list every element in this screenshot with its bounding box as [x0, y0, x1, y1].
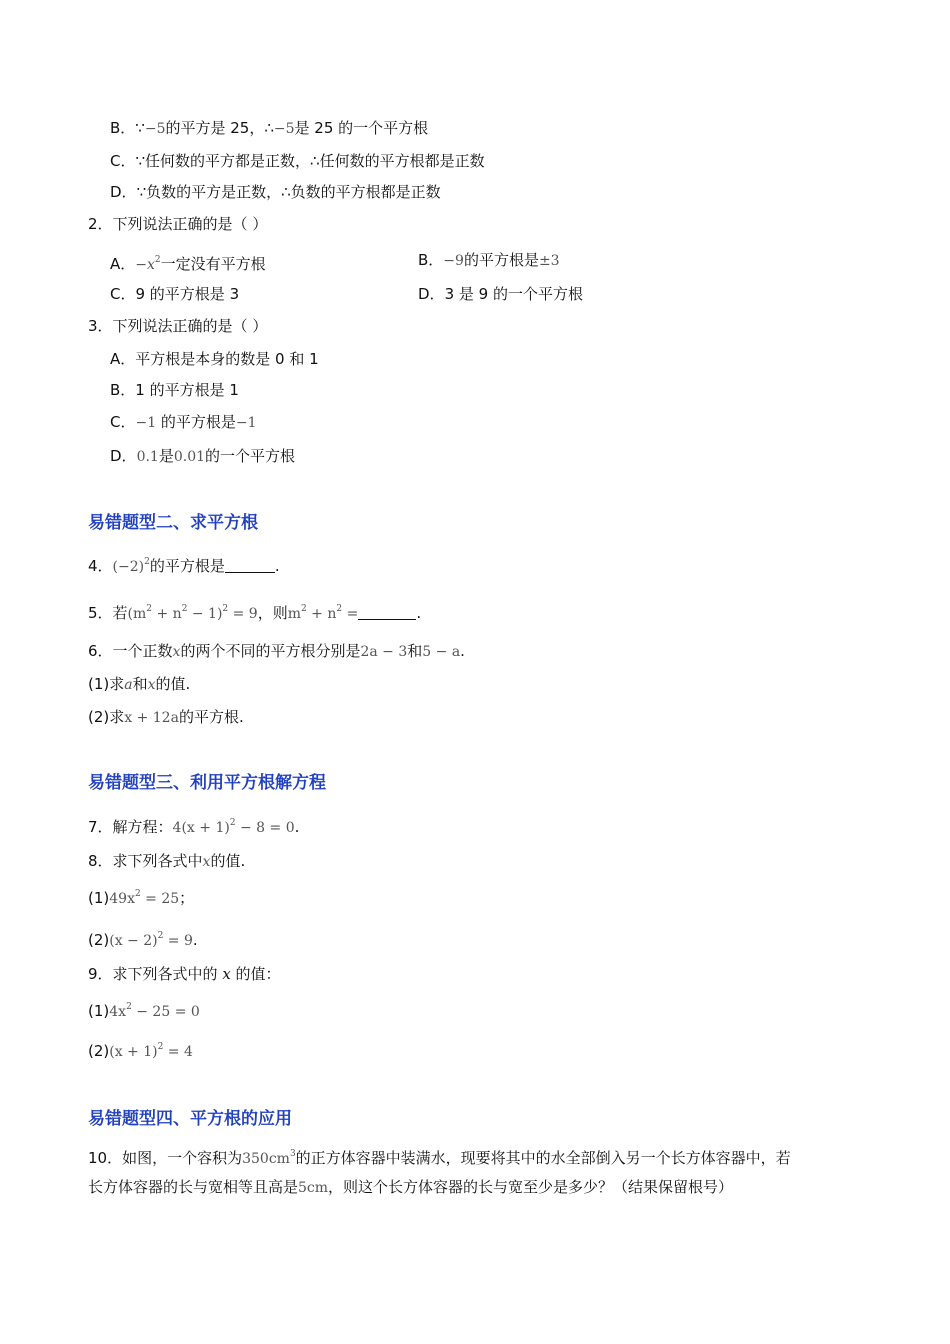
q2-option-a: A．$-x^2$一定没有平方根	[110, 255, 266, 273]
q2-option-c: C．9 的平方根是 3	[110, 285, 240, 303]
q7: 7．解方程：$4(x + 1)^2 - 8 = 0$.	[88, 818, 300, 836]
q3-option-d: D．0.1是0.01的一个平方根	[110, 447, 296, 465]
q5: 5．若$(m^2 + n^2 - 1)^2 = 9$，则$m^2 + n^2$ = .	[88, 604, 422, 622]
q3-option-a: A．平方根是本身的数是 0 和 1	[110, 350, 319, 368]
answer-blank[interactable]	[358, 605, 416, 620]
section-heading-3: 易错题型三、利用平方根解方程	[88, 773, 326, 793]
q4: 4．$(-2)^2$的平方根是 .	[88, 557, 280, 575]
q1-option-d: D．∵负数的平方是正数，∴负数的平方根都是正数	[110, 183, 441, 201]
q3-option-c: C．−1 的平方根是−1	[110, 413, 257, 431]
q2-option-d: D．3 是 9 的一个平方根	[418, 285, 583, 303]
section-heading-2: 易错题型二、求平方根	[88, 513, 258, 533]
q8-part-1: $(1)49x^2 = 25$；	[88, 889, 195, 907]
q1-option-b: B．∵−5的平方是 25，∴−5是 25 的一个平方根	[110, 119, 429, 137]
q9-part-2: $(2)(x + 1)^2 = 4$	[88, 1042, 193, 1060]
answer-blank[interactable]	[225, 558, 275, 573]
q2-option-b: B．−9的平方根是±3	[418, 251, 560, 269]
q6-stem: 6．一个正数x的两个不同的平方根分别是2a − 3和5 − a.	[88, 642, 465, 660]
q8-part-2: $(2)(x - 2)^2 = 9$.	[88, 931, 198, 949]
q6-part-2: (2)求x + 12a的平方根.	[88, 708, 244, 726]
q6-part-1: (1)求a和x的值.	[88, 675, 191, 693]
q8-stem: 8．求下列各式中x的值.	[88, 852, 246, 870]
section-heading-4: 易错题型四、平方根的应用	[88, 1109, 292, 1129]
q10-line-1: 10．如图，一个容积为$350cm^3$的正方体容器中装满水，现要将其中的水全部倒入另一个长方体容器中，若	[88, 1149, 791, 1167]
q9-part-1: $(1)4x^2 - 25 = 0$	[88, 1002, 200, 1020]
q1-option-c: C．∵任何数的平方都是正数，∴任何数的平方根都是正数	[110, 152, 485, 170]
q3-stem: 3．下列说法正确的是（ ）	[88, 317, 268, 335]
q9-stem: 9．求下列各式中的 x 的值：	[88, 965, 281, 983]
q3-option-b: B．1 的平方根是 1	[110, 381, 239, 399]
q2-stem: 2．下列说法正确的是（ ）	[88, 215, 268, 233]
q10-line-2: 长方体容器的长与宽相等且高是5cm，则这个长方体容器的长与宽至少是多少？（结果保留根号）	[88, 1178, 734, 1196]
